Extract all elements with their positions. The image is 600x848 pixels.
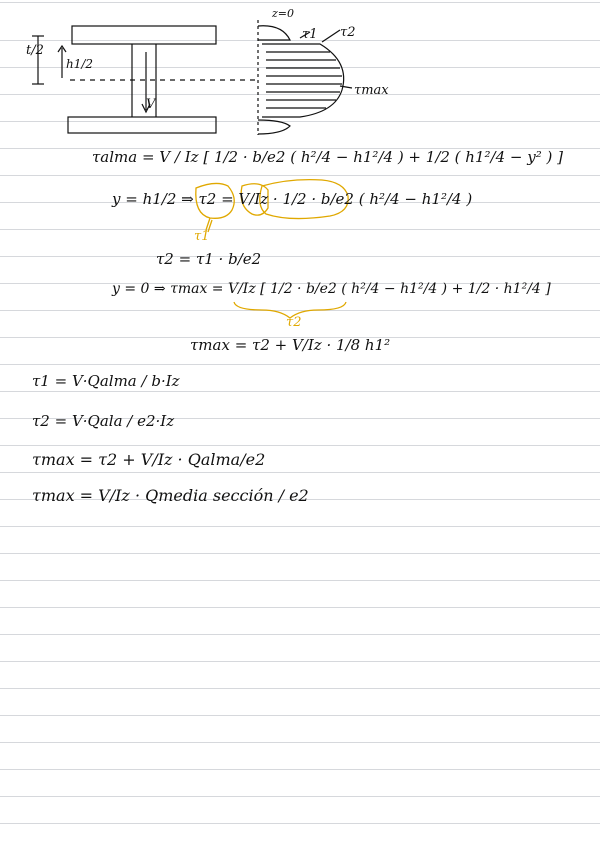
summary-taumax-1: τmax = τ2 + V/Iz · Qalma/e2 xyxy=(32,450,266,469)
summary-tau2: τ2 = V·Qala / e2·Iz xyxy=(32,412,175,430)
label-taumax: τmax xyxy=(354,83,389,98)
equation-taumax-at-y0: y = 0 ⇒ τmax = V/Iz [ 1/2 · b/e2 ( h²/4 − h1²/4 ) + 1/2 · h1²/4 ] xyxy=(112,281,551,297)
label-z0: z=0 xyxy=(272,7,295,20)
label-shear-force: V xyxy=(146,97,156,112)
summary-tau1: τ1 = V·Qalma / b·Iz xyxy=(32,372,180,390)
brace-note-tau2: τ2 xyxy=(286,315,302,330)
equation-tau2-at-h1-half: y = h1/2 ⇒ τ2 = V/Iz · 1/2 · b/e2 ( h²/4 − h1²/4 ) xyxy=(112,190,473,208)
label-tau1: τ1 xyxy=(302,27,318,42)
label-tau2: τ2 xyxy=(340,25,356,40)
label-half-t: t/2 xyxy=(26,43,44,58)
equation-tau-alma: τalma = V / Iz [ 1/2 · b/e2 ( h²/4 − h1²/4 ) + 1/2 ( h1²/4 − y² ) ] xyxy=(92,148,563,166)
summary-taumax-2: τmax = V/Iz · Qmedia sección / e2 xyxy=(32,486,309,505)
highlight-note-tau1: τ1 xyxy=(194,229,210,244)
equation-taumax-result: τmax = τ2 + V/Iz · 1/8 h1² xyxy=(190,336,391,354)
equation-tau2-from-tau1: τ2 = τ1 · b/e2 xyxy=(156,250,262,268)
label-half-h1: h1/2 xyxy=(66,57,94,71)
